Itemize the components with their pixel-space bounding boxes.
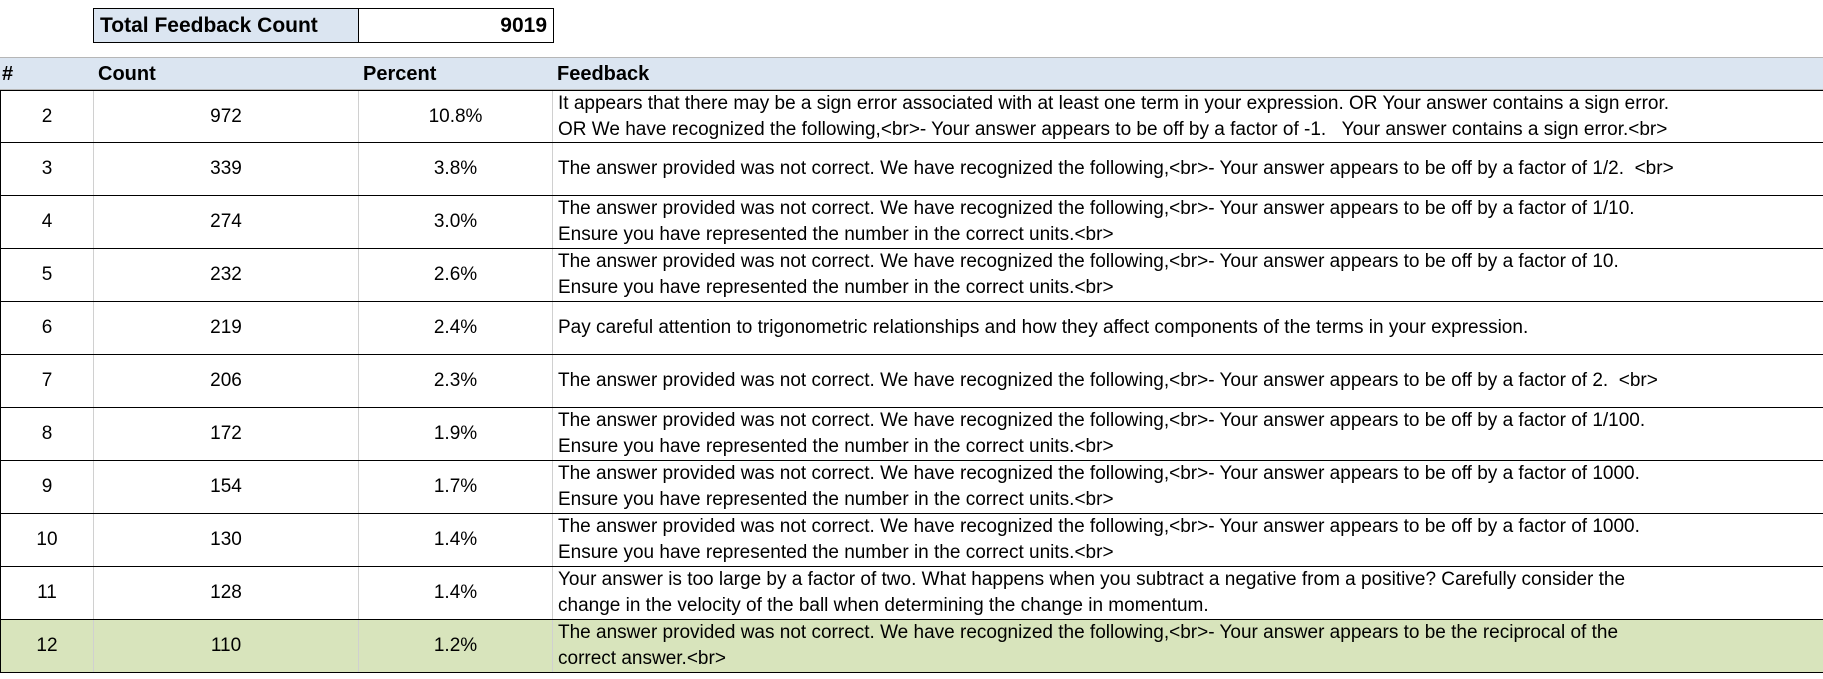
- cell-percent[interactable]: 2.3%: [359, 355, 553, 407]
- cell-count[interactable]: 154: [94, 461, 359, 513]
- table-row: [1, 355, 1823, 408]
- table-body: [0, 90, 1823, 673]
- cell-feedback[interactable]: The answer provided was not correct. We have recognized the following,<br>- Your answer appears to be off by a factor of 1000. Ensure you have represented the number in the correct units.<br>: [558, 463, 1640, 510]
- header-num[interactable]: #: [2, 63, 14, 85]
- table-header-row: [0, 57, 1823, 90]
- cell-num[interactable]: 10: [1, 514, 94, 566]
- cell-count[interactable]: 339: [94, 143, 359, 195]
- cell-count[interactable]: 206: [94, 355, 359, 407]
- cell-num[interactable]: 3: [1, 143, 94, 195]
- table-row: [1, 461, 1823, 514]
- header-feedback[interactable]: Feedback: [557, 63, 650, 85]
- cell-count[interactable]: 232: [94, 249, 359, 301]
- cell-num[interactable]: 5: [1, 249, 94, 301]
- table-row: [1, 567, 1823, 620]
- header-percent[interactable]: Percent: [363, 63, 437, 85]
- table-row: [1, 514, 1823, 567]
- cell-percent[interactable]: 3.8%: [359, 143, 553, 195]
- table-row: [1, 90, 1823, 143]
- cell-num[interactable]: 12: [1, 620, 94, 672]
- cell-count[interactable]: 274: [94, 196, 359, 248]
- cell-percent[interactable]: 2.4%: [359, 302, 553, 354]
- cell-count[interactable]: 972: [94, 91, 359, 142]
- table-row: [1, 620, 1823, 673]
- header-count[interactable]: Count: [98, 63, 156, 85]
- cell-percent[interactable]: 3.0%: [359, 196, 553, 248]
- total-feedback-summary: [93, 8, 554, 43]
- table-row: [1, 196, 1823, 249]
- cell-percent[interactable]: 2.6%: [359, 249, 553, 301]
- cell-percent[interactable]: 1.4%: [359, 514, 553, 566]
- cell-feedback[interactable]: It appears that there may be a sign error associated with at least one term in your expression. OR Your answer contains a sign error. OR We have recognized the following,<br>- Your answer appears to be off by a factor of -1. Your answer contains a sign error.<br>: [558, 92, 1670, 140]
- cell-feedback[interactable]: The answer provided was not correct. We have recognized the following,<br>- Your answer appears to be off by a factor of 2. <br>: [558, 370, 1658, 391]
- cell-num[interactable]: 2: [1, 91, 94, 142]
- table-row: [1, 408, 1823, 461]
- cell-num[interactable]: 11: [1, 567, 94, 619]
- cell-num[interactable]: 7: [1, 355, 94, 407]
- cell-feedback[interactable]: The answer provided was not correct. We have recognized the following,<br>- Your answer appears to be the reciprocal of the correct answer.<br>: [558, 622, 1619, 669]
- total-feedback-label: Total Feedback Count: [94, 9, 359, 42]
- feedback-table: [0, 57, 1823, 673]
- table-row: [1, 302, 1823, 355]
- cell-feedback[interactable]: The answer provided was not correct. We have recognized the following,<br>- Your answer appears to be off by a factor of 1/2. <br>: [558, 158, 1674, 179]
- cell-num[interactable]: 8: [1, 408, 94, 460]
- cell-count[interactable]: 130: [94, 514, 359, 566]
- cell-percent[interactable]: 10.8%: [359, 91, 553, 142]
- cell-count[interactable]: 172: [94, 408, 359, 460]
- cell-count[interactable]: 128: [94, 567, 359, 619]
- cell-feedback[interactable]: Pay careful attention to trigonometric relationships and how they affect components of the terms in your expression.: [558, 317, 1529, 338]
- cell-feedback[interactable]: The answer provided was not correct. We have recognized the following,<br>- Your answer appears to be off by a factor of 1/100. Ensure you have represented the number in the correct units.<br>: [558, 410, 1646, 457]
- cell-count[interactable]: 110: [94, 620, 359, 672]
- cell-num[interactable]: 6: [1, 302, 94, 354]
- cell-feedback[interactable]: Your answer is too large by a factor of two. What happens when you subtract a negative from a positive? Carefully consider the change in the velocity of the ball when determining the change in momentum.: [558, 569, 1626, 616]
- cell-num[interactable]: 4: [1, 196, 94, 248]
- cell-percent[interactable]: 1.2%: [359, 620, 553, 672]
- cell-percent[interactable]: 1.9%: [359, 408, 553, 460]
- cell-feedback[interactable]: The answer provided was not correct. We have recognized the following,<br>- Your answer appears to be off by a factor of 1000. Ensure you have represented the number in the correct units.<br>: [558, 516, 1640, 563]
- cell-count[interactable]: 219: [94, 302, 359, 354]
- cell-percent[interactable]: 1.4%: [359, 567, 553, 619]
- table-row: [1, 249, 1823, 302]
- cell-feedback[interactable]: The answer provided was not correct. We have recognized the following,<br>- Your answer appears to be off by a factor of 1/10. Ensure you have represented the number in the correct units.<br>: [558, 198, 1635, 245]
- cell-percent[interactable]: 1.7%: [359, 461, 553, 513]
- total-feedback-value[interactable]: 9019: [359, 9, 553, 42]
- cell-num[interactable]: 9: [1, 461, 94, 513]
- table-row: [1, 143, 1823, 196]
- cell-feedback[interactable]: The answer provided was not correct. We have recognized the following,<br>- Your answer appears to be off by a factor of 10. Ensure you have represented the number in the correct units.<br>: [558, 251, 1619, 298]
